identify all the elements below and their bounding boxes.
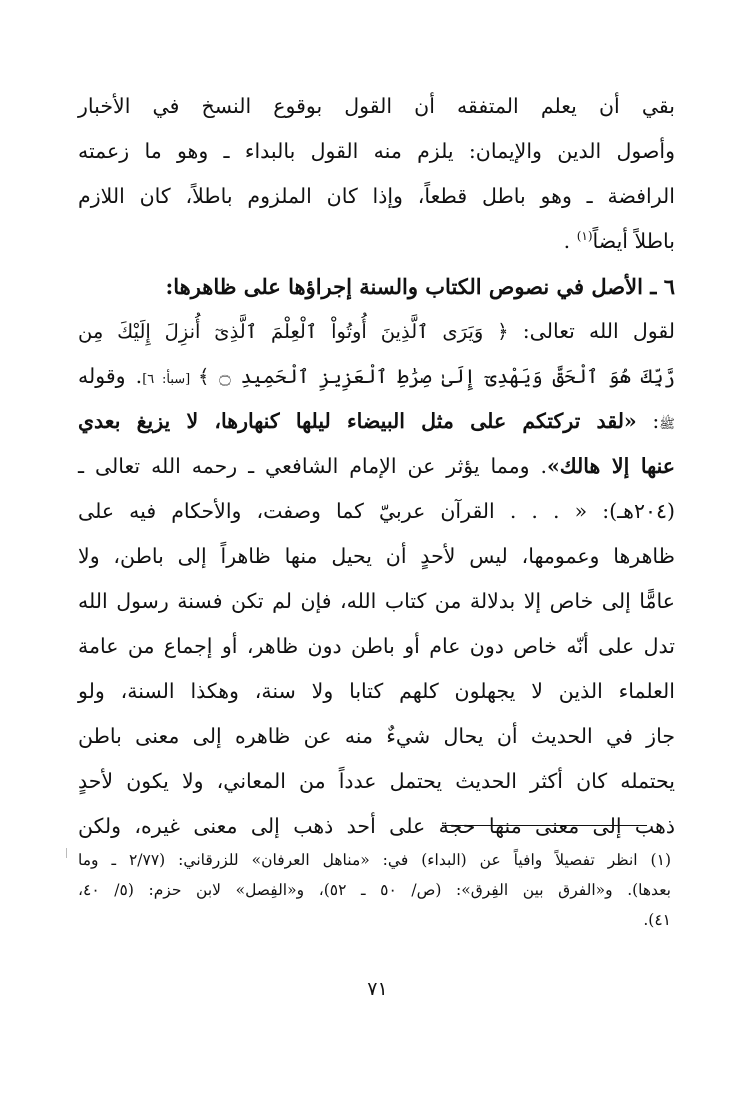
paragraph1-line-4-text: باطلاً أيضاً [592,229,675,253]
main-text [78,84,675,849]
footnotes [78,845,671,935]
paragraph2-line-11: يحتمله كان أكثر الحديث يحتمل عدداً من المعاني، ولا يكون لأحدٍ [78,769,675,793]
section-heading [78,264,675,309]
paragraph1-line-3: الرافضة ـ وهو باطل قطعاً، وإذا كان الملزوم باطلاً، كان اللازم [78,184,675,208]
paragraph2-line-12: ذهب إلى معنى منها حجة على أحد ذهب إلى معنى غيره، ولكن [78,814,675,838]
hadith-text-part-1: «لقد تركتكم على مثل البيضاء ليلها كنهارها، لا يزيغ بعدي [78,409,637,433]
heading-text: الأصل في نصوص الكتاب والسنة إجراؤها على ظاهرها: [165,274,643,299]
salawat-symbol: ﷺ [659,417,675,432]
paragraph2-line-4 [78,444,675,489]
hadith-text-part-2: عنها إلا هالك» [546,454,675,478]
paragraph2-line-10: جاز في الحديث أن يحال شيءٌ منه عن ظاهره إلى معنى باطن [78,724,675,748]
heading-dash: ـ [642,274,664,299]
paragraph2-line-4-rest: . ومما يؤثر عن الإمام الشافعي ـ رحمه الله تعالى ـ [78,454,547,478]
footnote-line-2: بعدها). و«الفرق بين الفِرق»: (ص/ ٥٠ ـ ٥٢)، و«الفِصل» لابن حزم: (٥/ ٤٠، [78,881,671,899]
paragraph2-line-2 [78,354,675,399]
quran-verse-part-1: ﴿ وَيَرَى ٱلَّذِينَ أُوتُواْ ٱلْعِلْمَ ٱلَّذِىٓ أُنزِلَ إِلَيْكَ مِن [78,320,509,343]
scan-edge-mark [66,848,67,858]
paragraph2-line-3 [78,399,675,444]
paragraph2-line-7: عامًّا إلى خاص إلا بدلالة من كتاب الله، فإن لم تكن فسنة رسول الله [78,589,675,613]
paragraph1-line-4 [78,219,675,264]
paragraph2-line-8: تدل على أنّه خاص دون عام أو باطن دون ظاهر، أو إجماع من عامة [78,634,675,658]
footnote-line-3: ٤١). [643,911,671,929]
paragraph1-line-1: بقي أن يعلم المتفقه أن القول بوقوع النسخ في الأخبار [78,94,675,118]
paragraph2-line-1 [78,309,675,354]
paragraph2-line-2-end: . وقوله [78,364,143,388]
heading-number: ٦ [663,274,675,299]
hadith-colon: : [636,409,660,433]
paragraph1-line-2: وأصول الدين والإيمان: يلزم منه القول بالبداء ـ وهو ما زعمته [78,139,675,163]
paragraph2-line-9: العلماء الذين لا يجهلون كلهم كتابا ولا سنة، وهكذا السنة، ولو [78,679,675,703]
paragraph1-end: . [563,229,577,253]
paragraph2-line-5: (٢٠٤هـ): « . . . القرآن عربيّ كما وصفت، والأحكام فيه على [78,499,675,523]
paragraph2-line-6: ظاهرها وعمومها، ليس لأحدٍ أن يحيل منها ظاهراً إلى باطن، ولا [78,544,675,568]
page-number: ٧١ [367,978,388,1000]
footnote-divider [442,825,647,826]
footnote-line-1: (١) انظر تفصيلاً وافياً عن (البداء) في: «مناهل العرفان» للزرقاني: (٢/٧٧ ـ وما [78,851,671,869]
quran-intro: لقول الله تعالى: [508,319,675,343]
quran-reference: [سبأ: ٦] [142,372,199,387]
quran-verse-part-2: رَّبِّكَ هُوَ ٱلْحَقَّ وَيَهْدِىٓ إِلَىٰ صِرَٰطِ ٱلْعَزِيزِ ٱلْحَمِيدِ ۝ ﴾ [198,365,676,388]
footnote-ref-1[interactable]: (١) [576,229,593,244]
